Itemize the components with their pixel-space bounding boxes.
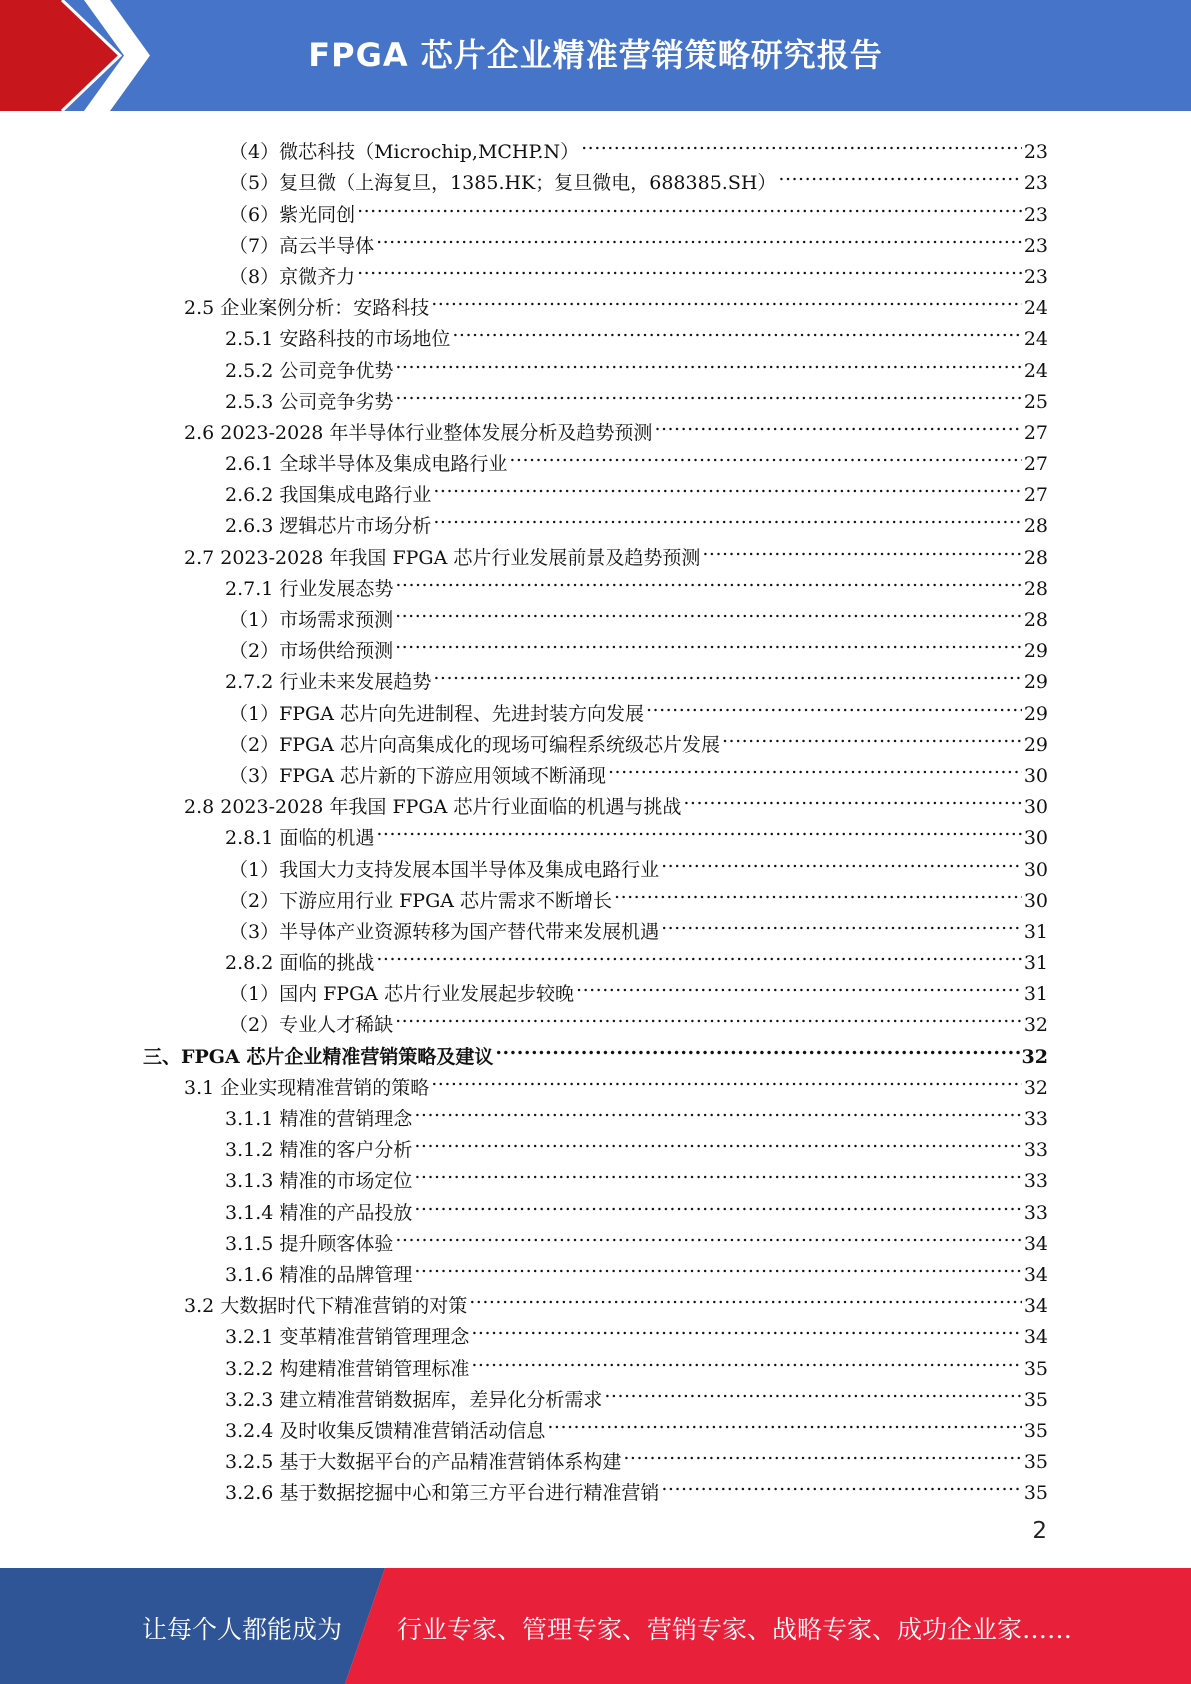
toc-entry[interactable] bbox=[0, 1375, 1191, 1411]
toc-entry-page: 23 bbox=[1023, 203, 1048, 226]
toc-entry-page: 30 bbox=[1023, 858, 1048, 881]
toc-dot-leader bbox=[395, 564, 1021, 595]
toc-dot-leader bbox=[414, 1187, 1021, 1218]
footer-slogan-right: 行业专家、管理专家、营销专家、战略专家、成功企业家…… bbox=[397, 1615, 1073, 1644]
toc-entry[interactable] bbox=[0, 470, 1191, 507]
toc-entry-label: 3.1 企业实现精准营销的策略 bbox=[184, 1076, 430, 1099]
toc-entry-page: 34 bbox=[1023, 1326, 1048, 1349]
toc-dot-leader bbox=[495, 1031, 1019, 1062]
toc-entry-label: 3.2.5 基于大数据平台的产品精准营销体系构建 bbox=[225, 1451, 622, 1474]
toc-entry-page: 25 bbox=[1023, 390, 1048, 413]
toc-entry-label: 3.2.2 构建精准营销管理标准 bbox=[225, 1357, 470, 1380]
toc-entry-label: （2）专业人才稀缺 bbox=[229, 1014, 394, 1037]
toc-dot-leader bbox=[604, 1375, 1021, 1406]
toc-dot-leader bbox=[509, 439, 1021, 470]
toc-dot-leader bbox=[376, 221, 1022, 252]
toc-entry-label: （6）紫光同创 bbox=[229, 203, 356, 226]
toc-entry[interactable] bbox=[0, 938, 1191, 975]
toc-dot-leader bbox=[357, 252, 1022, 283]
toc-entry-label: 3.2.1 变革精准营销管理理念 bbox=[225, 1326, 470, 1349]
toc-entry-page: 30 bbox=[1023, 764, 1048, 787]
toc-entry-page: 24 bbox=[1023, 328, 1048, 351]
toc-dot-leader bbox=[608, 751, 1022, 782]
toc-entry[interactable] bbox=[0, 189, 1191, 226]
toc-entry-page: 31 bbox=[1023, 983, 1048, 1006]
toc-entry-label: （2）下游应用行业 FPGA 芯片需求不断增长 bbox=[229, 889, 613, 912]
toc-entry-label: 3.1.1 精准的营销理念 bbox=[225, 1108, 413, 1130]
toc-entry-page: 23 bbox=[1023, 265, 1048, 288]
toc-entry-label: 2.6 2023-2028 年半导体行业整体发展分析及趋势预测 bbox=[184, 421, 653, 444]
toc-entry-label: 2.6.1 全球半导体及集成电路行业 bbox=[225, 453, 508, 476]
toc-entry-label: （3）FPGA 芯片新的下游应用领域不断涌现 bbox=[229, 764, 606, 787]
toc-entry-page: 23 bbox=[1023, 141, 1048, 164]
toc-entry-label: （2）市场供给预测 bbox=[229, 640, 394, 663]
toc-dot-leader bbox=[376, 813, 1021, 844]
toc-entry-page: 27 bbox=[1023, 421, 1048, 444]
toc-entry[interactable] bbox=[0, 1250, 1191, 1286]
toc-entry[interactable] bbox=[0, 1000, 1191, 1037]
toc-entry-page: 29 bbox=[1023, 702, 1048, 725]
toc-entry-label: （5）复旦微（上海复旦，1385.HK；复旦微电，688385.SH） bbox=[229, 172, 777, 195]
toc-dot-leader bbox=[395, 377, 1021, 408]
toc-entry-label: 3.1.6 精准的品牌管理 bbox=[225, 1263, 413, 1286]
toc-entry-page: 28 bbox=[1023, 609, 1048, 631]
toc-dot-leader bbox=[646, 688, 1022, 719]
toc-entry-page: 29 bbox=[1023, 640, 1048, 663]
toc-dot-leader bbox=[702, 532, 1021, 563]
toc-entry[interactable] bbox=[0, 1187, 1191, 1224]
toc-dot-leader bbox=[431, 1063, 1022, 1094]
toc-entry[interactable] bbox=[0, 158, 1191, 195]
toc-entry-page: 28 bbox=[1023, 515, 1048, 538]
toc-entry[interactable] bbox=[0, 1312, 1191, 1349]
toc-entry[interactable] bbox=[0, 439, 1191, 476]
toc-entry[interactable] bbox=[0, 1281, 1191, 1318]
toc-entry-page: 35 bbox=[1023, 1482, 1048, 1505]
toc-dot-leader bbox=[452, 314, 1021, 345]
toc-entry-page: 34 bbox=[1023, 1263, 1048, 1286]
toc-entry-label: 2.5.2 公司竞争优势 bbox=[225, 359, 394, 382]
toc-entry-label: （3）半导体产业资源转移为国产替代带来发展机遇 bbox=[229, 920, 660, 943]
toc-entry-page: 28 bbox=[1023, 577, 1048, 600]
toc-entry-label: （4）微芯科技（Microchip,MCHP.N） bbox=[229, 141, 580, 164]
toc-entry[interactable] bbox=[0, 1437, 1191, 1474]
toc-entry[interactable] bbox=[0, 595, 1191, 631]
toc-entry[interactable] bbox=[0, 283, 1191, 320]
toc-entry-page: 32 bbox=[1021, 1045, 1048, 1068]
toc-entry-page: 23 bbox=[1023, 234, 1048, 257]
toc-entry-page: 23 bbox=[1023, 172, 1048, 195]
toc-dot-leader bbox=[414, 1250, 1021, 1281]
toc-entry-page: 34 bbox=[1023, 1295, 1048, 1318]
toc-entry-label: 3.1.5 提升顾客体验 bbox=[225, 1232, 394, 1255]
toc-entry-label: （1）国内 FPGA 芯片行业发展起步较晚 bbox=[229, 983, 575, 1006]
toc-entry[interactable] bbox=[0, 813, 1191, 850]
toc-dot-leader bbox=[395, 345, 1021, 376]
toc-entry-label: 2.5.3 公司竞争劣势 bbox=[225, 390, 394, 413]
toc-entry-label: 2.5.1 安路科技的市场地位 bbox=[225, 328, 451, 351]
toc-dot-leader bbox=[395, 626, 1022, 657]
toc-entry-label: 2.7.2 行业未来发展趋势 bbox=[225, 671, 432, 694]
toc-entry-label: 2.5 企业案例分析：安路科技 bbox=[184, 297, 430, 320]
toc-dot-leader bbox=[581, 127, 1022, 158]
toc-entry-label: （8）京微齐力 bbox=[229, 265, 356, 288]
toc-entry[interactable] bbox=[0, 221, 1191, 257]
toc-entry-page: 31 bbox=[1023, 920, 1048, 943]
toc-dot-leader bbox=[576, 969, 1022, 1000]
toc-dot-leader bbox=[395, 595, 1022, 626]
toc-dot-leader bbox=[654, 408, 1021, 439]
toc-entry[interactable] bbox=[0, 127, 1191, 164]
toc-dot-leader bbox=[661, 907, 1022, 938]
toc-entry-label: 2.6.3 逻辑芯片市场分析 bbox=[225, 515, 432, 538]
toc-entry-page: 33 bbox=[1023, 1108, 1048, 1130]
toc-entry[interactable] bbox=[0, 657, 1191, 694]
toc-entry-page: 33 bbox=[1023, 1139, 1048, 1162]
toc-entry[interactable] bbox=[0, 564, 1191, 600]
toc-entry-page: 28 bbox=[1023, 546, 1048, 569]
toc-entry-page: 24 bbox=[1023, 359, 1048, 382]
toc-entry-page: 27 bbox=[1023, 484, 1048, 507]
toc-dot-leader bbox=[395, 1000, 1022, 1031]
toc-entry[interactable] bbox=[0, 345, 1191, 382]
toc-entry[interactable] bbox=[0, 844, 1191, 881]
toc-entry-label: 3.2.3 建立精准营销数据库，差异化分析需求 bbox=[225, 1388, 603, 1411]
toc-entry-label: （1）我国大力支持发展本国半导体及集成电路行业 bbox=[229, 858, 660, 881]
toc-dot-leader bbox=[661, 844, 1022, 875]
toc-entry-label: 2.8 2023-2028 年我国 FPGA 芯片行业面临的机遇与挑战 bbox=[184, 796, 682, 819]
table-of-contents bbox=[0, 127, 1191, 1505]
toc-entry[interactable] bbox=[0, 1406, 1191, 1442]
toc-entry-page: 30 bbox=[1023, 889, 1048, 912]
toc-entry-label: 3.2.4 及时收集反馈精准营销活动信息 bbox=[225, 1419, 546, 1442]
toc-dot-leader bbox=[471, 1312, 1021, 1343]
toc-entry-page: 29 bbox=[1023, 733, 1048, 756]
page-number: 2 bbox=[1032, 1518, 1047, 1544]
report-title: FPGA 芯片企业精准营销策略研究报告 bbox=[308, 36, 883, 74]
toc-entry-label: 3.2 大数据时代下精准营销的对策 bbox=[184, 1295, 468, 1318]
toc-entry-page: 24 bbox=[1023, 297, 1048, 320]
toc-entry[interactable] bbox=[0, 1031, 1191, 1068]
toc-entry-page: 27 bbox=[1023, 453, 1048, 476]
toc-entry[interactable] bbox=[0, 1156, 1191, 1193]
toc-entry-label: （1）市场需求预测 bbox=[229, 609, 394, 631]
toc-dot-leader bbox=[547, 1406, 1021, 1437]
toc-entry-label: （7）高云半导体 bbox=[229, 234, 375, 257]
toc-entry-page: 32 bbox=[1023, 1076, 1048, 1099]
toc-entry[interactable] bbox=[0, 1219, 1191, 1255]
toc-dot-leader bbox=[778, 158, 1021, 189]
toc-entry[interactable] bbox=[0, 688, 1191, 725]
toc-entry-page: 30 bbox=[1023, 796, 1048, 819]
toc-entry[interactable] bbox=[0, 377, 1191, 413]
toc-entry[interactable] bbox=[0, 252, 1191, 288]
toc-entry-page: 35 bbox=[1023, 1451, 1048, 1474]
toc-dot-leader bbox=[614, 876, 1022, 907]
toc-entry-label: 3.1.3 精准的市场定位 bbox=[225, 1170, 413, 1193]
toc-dot-leader bbox=[433, 657, 1021, 688]
toc-dot-leader bbox=[395, 1219, 1021, 1250]
toc-dot-leader bbox=[683, 782, 1021, 813]
toc-entry-page: 33 bbox=[1023, 1201, 1048, 1224]
toc-entry-label: （2）FPGA 芯片向高集成化的现场可编程系统级芯片发展 bbox=[229, 733, 720, 756]
page-footer bbox=[0, 1568, 1191, 1684]
toc-dot-leader bbox=[414, 1156, 1021, 1187]
toc-entry-page: 34 bbox=[1023, 1232, 1048, 1255]
toc-entry-label: （1）FPGA 芯片向先进制程、先进封装方向发展 bbox=[229, 702, 644, 725]
toc-dot-leader bbox=[357, 189, 1022, 220]
page-header bbox=[0, 0, 1191, 111]
toc-entry[interactable] bbox=[0, 1094, 1191, 1130]
toc-dot-leader bbox=[623, 1437, 1021, 1468]
toc-entry-label: 2.8.1 面临的机遇 bbox=[225, 827, 375, 850]
toc-entry-page: 35 bbox=[1023, 1388, 1048, 1411]
toc-entry-page: 30 bbox=[1023, 827, 1048, 850]
toc-dot-leader bbox=[431, 283, 1022, 314]
toc-dot-leader bbox=[722, 720, 1022, 751]
toc-entry[interactable] bbox=[0, 626, 1191, 663]
toc-entry[interactable] bbox=[0, 408, 1191, 444]
toc-entry-page: 35 bbox=[1023, 1357, 1048, 1380]
toc-entry-label: 2.8.2 面临的挑战 bbox=[225, 952, 375, 975]
toc-entry-label: 3.2.6 基于数据挖掘中心和第三方平台进行精准营销 bbox=[225, 1482, 660, 1505]
toc-entry[interactable] bbox=[0, 969, 1191, 1006]
toc-entry-page: 29 bbox=[1023, 671, 1048, 694]
toc-dot-leader bbox=[471, 1343, 1021, 1374]
footer-slogan-left: 让每个人都能成为 bbox=[142, 1615, 343, 1644]
toc-dot-leader bbox=[469, 1281, 1022, 1312]
toc-dot-leader bbox=[414, 1094, 1021, 1125]
toc-entry-label: 3.1.4 精准的产品投放 bbox=[225, 1201, 413, 1224]
toc-dot-leader bbox=[433, 501, 1021, 532]
toc-entry[interactable] bbox=[0, 1125, 1191, 1162]
toc-entry-page: 31 bbox=[1023, 952, 1048, 975]
toc-entry-page: 33 bbox=[1023, 1170, 1048, 1193]
toc-entry-label: 三、FPGA 芯片企业精准营销策略及建议 bbox=[143, 1045, 494, 1068]
toc-entry[interactable] bbox=[0, 1343, 1191, 1380]
toc-dot-leader bbox=[376, 938, 1021, 969]
toc-dot-leader bbox=[433, 470, 1021, 501]
toc-entry[interactable] bbox=[0, 532, 1191, 569]
toc-dot-leader bbox=[661, 1468, 1021, 1499]
toc-entry-label: 2.6.2 我国集成电路行业 bbox=[225, 484, 432, 507]
toc-entry-label: 2.7 2023-2028 年我国 FPGA 芯片行业发展前景及趋势预测 bbox=[184, 546, 701, 569]
toc-entry-label: 3.1.2 精准的客户分析 bbox=[225, 1139, 413, 1162]
toc-entry-page: 35 bbox=[1023, 1419, 1048, 1442]
toc-entry-label: 2.7.1 行业发展态势 bbox=[225, 577, 394, 600]
toc-entry[interactable] bbox=[0, 314, 1191, 351]
toc-dot-leader bbox=[414, 1125, 1021, 1156]
toc-entry[interactable] bbox=[0, 501, 1191, 538]
toc-entry-page: 32 bbox=[1023, 1014, 1048, 1037]
